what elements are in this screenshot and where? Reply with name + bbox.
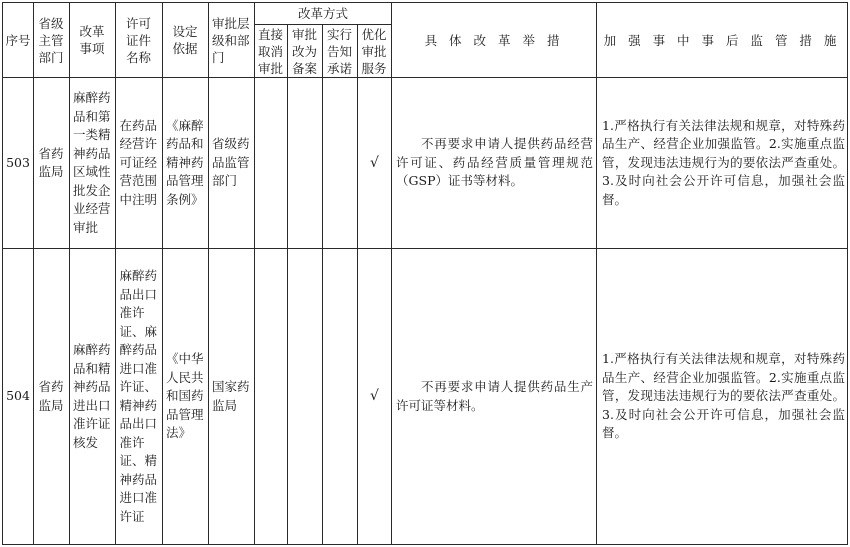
header-mode-notify: 实行告知承诺	[323, 25, 358, 78]
header-measures: 具 体 改 革 举 措	[392, 3, 597, 78]
row-dept: 省药监局	[34, 249, 70, 545]
row-mode-optimize: √	[358, 249, 392, 545]
reform-table	[2, 2, 848, 545]
row-mode-optimize: √	[358, 78, 392, 249]
row-item: 麻醉药品和精神药品进出口准许证核发	[70, 249, 116, 545]
row-measures: 不再要求申请人提供药品经营许可证、药品经营质量管理规范（GSP）证书等材料。	[392, 78, 597, 249]
row-seq: 504	[3, 249, 34, 545]
row-mode-record	[288, 249, 323, 545]
header-mode-optimize: 优化审批服务	[358, 25, 392, 78]
row-basis: 《中华人民共和国药品管理法》	[163, 249, 209, 545]
row-mode-record	[288, 78, 323, 249]
row-level: 国家药监局	[209, 249, 255, 545]
row-level: 省级药品监管部门	[209, 78, 255, 249]
row-dept: 省药监局	[34, 78, 70, 249]
row-supervision: 1.严格执行有关法律法规和规章，对特殊药品生产、经营企业加强监管。2.实施重点监管，发现违法违规行为的要依法严查重处。3.及时向社会公开许可信息，加强社会监督。	[597, 78, 848, 249]
table-row	[3, 249, 848, 545]
table-row	[3, 78, 848, 249]
header-supervision: 加 强 事 中 事 后 监 管 措 施	[597, 3, 848, 78]
header-item: 改革事项	[70, 3, 116, 78]
row-license: 麻醉药品出口准许证、麻醉药品进口准许证、精神药品出口准许证、精神药品进口准许证	[116, 249, 163, 545]
header-basis: 设定依据	[163, 3, 209, 78]
row-measures: 不再要求申请人提供药品生产许可证等材料。	[392, 249, 597, 545]
row-mode-cancel	[255, 78, 288, 249]
row-mode-cancel	[255, 249, 288, 545]
header-license: 许可证件名称	[116, 3, 163, 78]
header-mode-cancel: 直接取消审批	[255, 25, 288, 78]
row-mode-notify	[323, 78, 358, 249]
row-item: 麻醉药品和第一类精神药品区域性批发企业经营审批	[70, 78, 116, 249]
row-basis: 《麻醉药品和精神药品管理条例》	[163, 78, 209, 249]
header-level: 审批层级和部门	[209, 3, 255, 78]
row-seq: 503	[3, 78, 34, 249]
row-license: 在药品经营许可证经营范围中注明	[116, 78, 163, 249]
header-seq: 序号	[3, 3, 34, 78]
header-mode-record: 审批改为备案	[288, 25, 323, 78]
row-supervision: 1.严格执行有关法律法规和规章，对特殊药品生产、经营企业加强监管。2.实施重点监管，发现违法违规行为的要依法严查重处。3.及时向社会公开许可信息，加强社会监督。	[597, 249, 848, 545]
header-mode-group: 改革方式	[255, 3, 392, 25]
row-mode-notify	[323, 249, 358, 545]
header-dept: 省级主管部门	[34, 3, 70, 78]
